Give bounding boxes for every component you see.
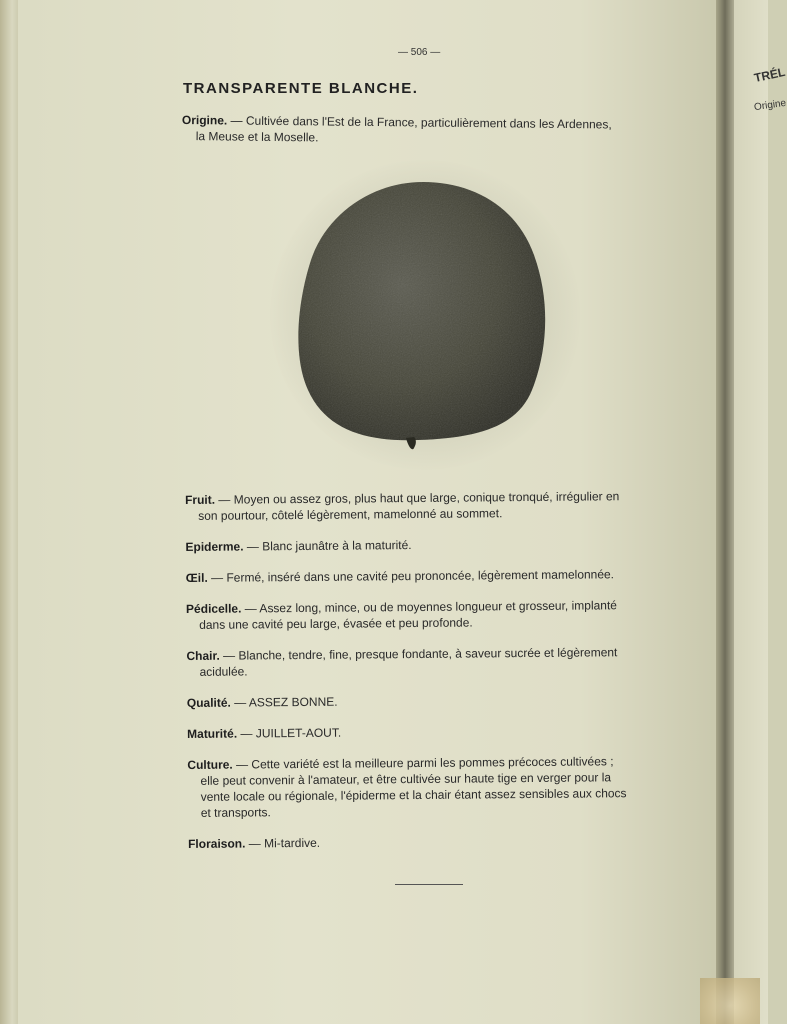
entry-label: Epiderme. — [185, 539, 244, 554]
entry-label: Pédicelle. — [185, 601, 242, 616]
next-page-title-fragment: TRÉL — [752, 64, 787, 86]
entry-text: — Cette variété est la meilleure parmi les pommes précoces cultivées ; — [232, 754, 614, 772]
entry-chair — [186, 644, 664, 680]
book-gutter — [716, 0, 736, 1024]
entry-text-cont: et transports. — [200, 805, 271, 820]
apple-illustration — [296, 180, 550, 456]
entry-text: — Mi-tardive. — [245, 835, 321, 851]
entry-label: Maturité. — [187, 726, 238, 741]
closing-rule — [395, 884, 463, 885]
origine-label: Origine. — [181, 112, 228, 128]
entry-text: — Fermé, inséré dans une cavité peu prononcée, légèrement mamelonnée. — [207, 567, 615, 585]
entry-text-cont: dans une cavité peu large, évasée et peu profonde. — [199, 615, 473, 632]
entry-maturite — [187, 722, 665, 742]
entry-text: — JUILLET-AOUT. — [237, 725, 342, 741]
entry-text: — ASSEZ BONNE. — [230, 694, 338, 710]
entry-pedicelle — [186, 597, 664, 633]
entry-text-cont: son pourtour, côtelé légèrement, mamelonné au sommet. — [198, 506, 503, 523]
page-number: — 506 — — [398, 47, 441, 58]
entry-text: — Assez long, mince, ou de moyennes longueur et grosseur, implanté — [241, 598, 617, 616]
entry-oeil — [186, 566, 664, 586]
page-title: TRANSPARENTE BLANCHE. — [183, 80, 419, 97]
entry-epiderme — [185, 535, 663, 555]
origine-text-line2: la Meuse et la Moselle. — [195, 129, 319, 145]
next-page-origine-fragment: Origine — [753, 97, 787, 114]
entry-label: Qualité. — [186, 695, 231, 710]
entry-text-cont: elle peut convenir à l'amateur, et être cultivée sur haute tige en verger pour la — [200, 770, 612, 788]
entry-label: Œil. — [185, 570, 208, 585]
description-entries — [185, 488, 666, 867]
entry-text: — Blanche, tendre, fine, presque fondante, à saveur sucrée et légèrement — [219, 645, 618, 663]
entry-label: Chair. — [186, 648, 220, 663]
entry-text: — Moyen ou assez gros, plus haut que large, conique tronqué, irrégulier en — [215, 489, 620, 507]
entry-text-cont: vente locale ou régionale, l'épiderme et la chair étant assez sensibles aux chocs — [200, 786, 627, 804]
entry-text: — Blanc jaunâtre à la maturité. — [243, 538, 412, 554]
entry-fruit — [185, 488, 663, 524]
next-page-edge — [734, 0, 787, 1024]
entry-qualite — [187, 691, 665, 711]
entry-floraison — [188, 832, 666, 852]
origine-text-line1: — Cultivée dans l'Est de la France, particulièrement dans les Ardennes, — [227, 113, 612, 132]
thumb-fragment — [700, 978, 760, 1024]
entry-label: Fruit. — [185, 492, 216, 507]
entry-text-cont: acidulée. — [199, 664, 248, 679]
entry-label: Culture. — [187, 757, 233, 772]
entry-label: Floraison. — [188, 836, 246, 851]
origine-paragraph — [182, 112, 662, 149]
entry-culture — [187, 753, 666, 821]
